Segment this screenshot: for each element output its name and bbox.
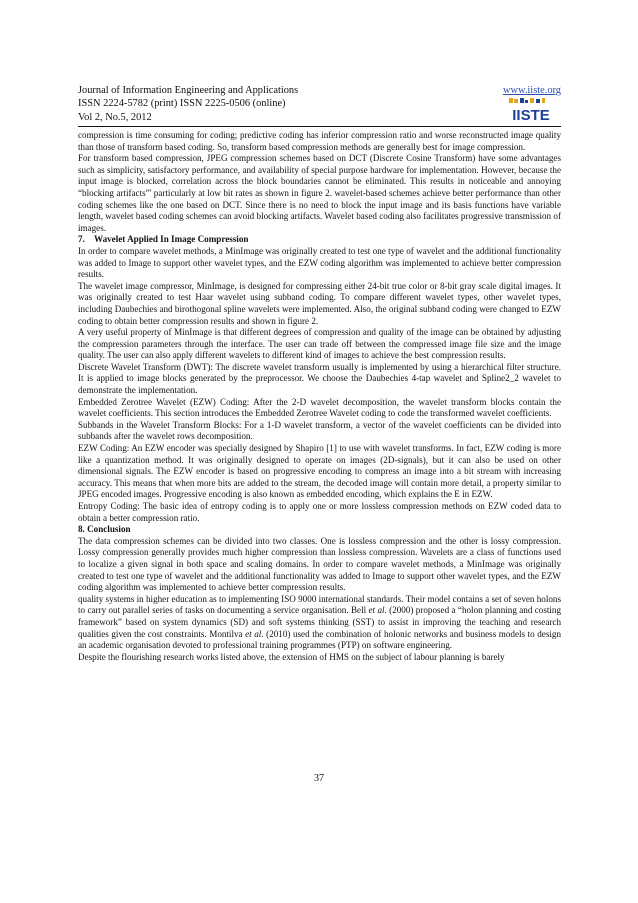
paragraph: For transform based compression, JPEG compression schemes based on DCT (Discrete Cosine Transform) have some advantages such as simplicity, satisfactory performance, and availability of special purpose hardware for implementation. However, because the input image is blocked, correlation across the block boundaries cannot be eliminated. This results in noticeable and annoying “blocking artifacts”' particularly at low bit rates as shown in figure 2. wavelet-based schemes achieve better performance than other coding schemes like the one based on DCT. Since there is no need to block the input image and its basis functions have variable length, wavelet based coding schemes can avoid blocking artifacts. Wavelet based coding also facilitates progressive transmission of images. [78, 153, 561, 233]
italic-et-al: et al. [368, 605, 387, 616]
paragraph: In order to compare wavelet methods, a MinImage was originally created to test one type of wavelet and the additional functionality was added to Image to support other wavelet types, and the EZW coding algorithm was implemented to achieve better compression results. [78, 245, 561, 280]
paragraph [78, 594, 561, 652]
paragraph: compression is time consuming for coding; predictive coding has inferior compression ratio and worse reconstructed image quality than those of transform based coding. So, transform based compression methods are generally best for image compression. [78, 130, 561, 152]
paragraph: Embedded Zerotree Wavelet (EZW) Coding: After the 2-D wavelet decomposition, the wavelet transform blocks contain the wavelet coefficients. This section introduces the Embedded Zerotree Wavelet coding to code the transformed wavelet coefficients. [78, 396, 561, 419]
iiste-logo [503, 98, 559, 124]
page-number: 37 [314, 773, 324, 784]
journal-issn: ISSN 2224-5782 (print) ISSN 2225-0506 (online) [78, 98, 286, 110]
logo-lettering: IISTE [512, 107, 550, 124]
paragraph: The data compression schemes can be divided into two classes. One is lossless compression and the other is lossy compression. Lossy compression generally provides much higher compression than lossless compression. Wavelets are a class of functions used to localize a given signal in both space and scaling domains. In order to compare wavelet methods, a MinImage was originally created to test one type of wavelet and the additional functionality was added to Image to support other wavelet types, and the EZW coding algorithm was implemented to achieve better compression results. [78, 535, 561, 593]
paragraph: Despite the flourishing research works listed above, the extension of HMS on the subject of labour planning is barely [78, 651, 505, 662]
paragraph: The wavelet image compressor, MinImage, is designed for compressing either 24-bit true color or 8-bit gray scale digital images. It was originally created to test Haar wavelet using subband coding. To compare different wavelet types, other wavelet types, including Daubechies and birothogonal spline wavelets were implemented. Also, the original subband coding were changed to EZW coding to obtain better compression results and shown in figure 2. [78, 280, 561, 326]
text-run: (2010) used the combination of holonic networks and business models to design an academic organisation devoted to professional training programmes (PTP) on software engineering. [78, 628, 561, 651]
paragraph: Entropy Coding: The basic idea of entropy coding is to apply one or more lossless compression methods on EZW coded data to obtain a better compression ratio. [78, 501, 561, 523]
italic-et-al: et al. [245, 628, 264, 639]
article-body [78, 130, 561, 663]
paragraph: A very useful property of MinImage is that different degrees of compression and quality of the image can be obtained by adjusting the compression parameters through the interface. The user can trade off between the compressed image file size and the image quality. The user can also apply different wavelets to different kind of images to achieve the best compression results. [78, 327, 561, 361]
journal-title: Journal of Information Engineering and Applications [78, 85, 299, 96]
section-heading-8: 8. Conclusion [78, 524, 131, 535]
section-heading-7 [78, 234, 561, 246]
journal-volume: Vol 2, No.5, 2012 [78, 111, 152, 123]
section-number: 7. [78, 234, 85, 245]
paragraph: EZW Coding: An EZW encoder was specially designed by Shapiro [1] to use with wavelet transforms. In fact, EZW coding is more like a quantization method. It was originally designed to operate on images (2D-signals), but it can also be used on other dimensional signals. The EZW encoder is based on progressive encoding to compress an image into a bit stream with increasing accuracy. This means that when more bits are added to the stream, the decoded image will contain more detail, a property similar to JPEG encoded images. Progressive encoding is also known as embedded encoding, which explains the E in EZW. [78, 443, 561, 500]
header-rule [78, 126, 561, 127]
text-run: (2000) proposed a “holon planning and costing framework” based on system dynamics (SD) and soft systems thinking (SST) to assist in improving the teaching and research qualities given the cost constraints. Montilva [78, 605, 562, 639]
paragraph: Subbands in the Wavelet Transform Blocks: For a 1-D wavelet transform, a vector of the wavelet coefficients can be divided into subbands after the wavelet rows decomposition. [78, 419, 561, 442]
text-run: quality systems in higher education as to implementing ISO 9000 international standards. Their model contains a set of seven holons to carry out parallel series of tasks on documenting a service organisation. Bell [78, 593, 561, 616]
section-title: Wavelet Applied In Image Compression [94, 234, 249, 245]
journal-url-link[interactable]: www.iiste.org [502, 85, 561, 96]
journal-header [78, 84, 561, 124]
paragraph: Discrete Wavelet Transform (DWT): The discrete wavelet transform usually is implemented by using a hierarchical filter structure. It is applied to image blocks generated by the preprocessor. We choose the Daubechies 4-tap wavelet and Spline2_2 wavelet to demonstrate the implementation. [78, 361, 561, 396]
